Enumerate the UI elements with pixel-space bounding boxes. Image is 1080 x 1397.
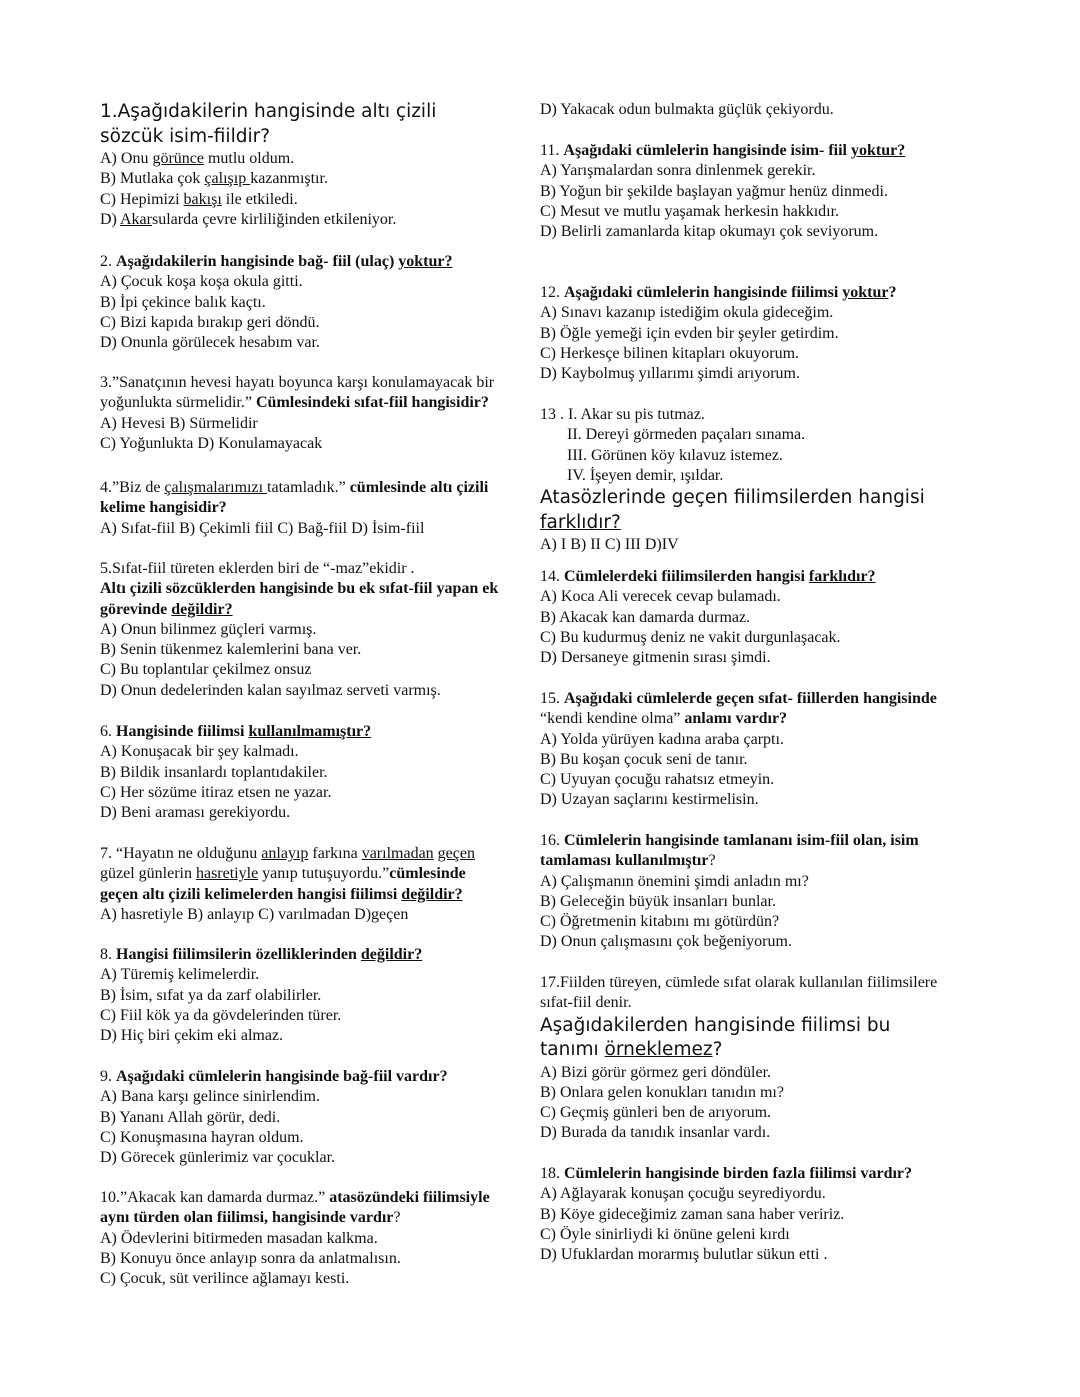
- question-line: [100, 100, 436, 125]
- question-line: [100, 1188, 490, 1208]
- question-line: [540, 750, 937, 770]
- question-line: [100, 169, 436, 189]
- text-segment: 4.”Biz de: [100, 479, 165, 496]
- text-segment: Atasözlerinde geçen fiilimsilerden hangisi: [540, 487, 925, 509]
- text-segment: D) Dersaneye gitmenin sırası şimdi.: [540, 649, 771, 667]
- text-segment: A) Çocuk koşa koşa okula gitti.: [100, 273, 303, 291]
- question-line: [100, 1006, 422, 1026]
- text-segment: A) Sınavı kazanıp istediğim okula gideceğim.: [540, 304, 834, 322]
- text-segment: B) Senin tükenmez kalemlerini bana ver.: [100, 641, 362, 659]
- question-line: [540, 535, 925, 555]
- question-line: [100, 600, 498, 620]
- text-segment: cümlesinde altı çizili: [349, 479, 489, 496]
- text-segment: C) Geçmiş günleri ben de arıyorum.: [540, 1104, 772, 1122]
- text-segment: III. Görünen köy kılavuz istemez.: [567, 446, 783, 464]
- text-segment: B) Bildik insanlardı toplantıdakiler.: [100, 763, 328, 781]
- question-line: [100, 519, 488, 539]
- text-segment: tanımı: [540, 1039, 605, 1061]
- question-line: [100, 1208, 490, 1228]
- text-segment: ?: [393, 1209, 401, 1227]
- text-segment: 16.: [540, 832, 564, 849]
- question-line: [100, 763, 371, 783]
- text-segment: 2.: [100, 253, 116, 270]
- question-line: [540, 202, 905, 222]
- question-line: [100, 620, 498, 640]
- question-block: [100, 559, 498, 701]
- text-segment: C) Öğretmenin kitabını mı götürdün?: [540, 913, 780, 931]
- underlined-text: geçen: [437, 845, 475, 862]
- text-segment: C) Yoğunlukta D) Konulamayacak: [100, 434, 323, 452]
- question-block: [540, 141, 905, 242]
- text-segment: Cümlelerin hangisinde birden fazla fiilimsi vardır?: [564, 1165, 913, 1182]
- question-line: [100, 373, 494, 393]
- text-segment: B) Geleceğin büyük insanları bunlar.: [540, 892, 776, 910]
- question-block: [100, 945, 422, 1046]
- question-line: [540, 405, 925, 425]
- question-line: [540, 587, 876, 607]
- question-line: [540, 730, 937, 750]
- text-segment: mutlu oldum.: [203, 150, 295, 167]
- question-line: [540, 628, 876, 648]
- question-line: [540, 993, 937, 1013]
- text-segment: kelime hangisidir?: [100, 499, 227, 517]
- question-line: [100, 1087, 448, 1107]
- question-line: [540, 364, 897, 384]
- text-segment: Hangisi fiilimsilerin özelliklerinden: [116, 946, 361, 963]
- text-segment: Aşağıdaki cümlelerin hangisinde bağ-fiil vardır?: [116, 1068, 448, 1085]
- question-line: [100, 210, 436, 230]
- underlined-text: bakışı: [183, 190, 222, 208]
- text-segment: C) Bu toplantılar çekilmez onsuz: [100, 661, 312, 679]
- question-line: [540, 446, 925, 466]
- text-segment: A) Bana karşı gelince sinirlendim.: [100, 1088, 320, 1106]
- question-line: [540, 932, 919, 952]
- question-line: [540, 872, 919, 892]
- text-segment: anlamı vardır?: [684, 710, 788, 728]
- text-segment: B) Yananı Allah görür, dedi.: [100, 1108, 281, 1126]
- question-line: [100, 498, 488, 518]
- text-segment: ?: [708, 852, 716, 870]
- text-segment: II. Dereyi görmeden paçaları sınama.: [567, 426, 806, 444]
- question-line: [540, 689, 937, 709]
- text-segment: Aşağıdaki cümlelerin hangisinde fiilimsi: [564, 284, 843, 301]
- question-line: [540, 912, 919, 932]
- text-segment: 6.: [100, 723, 116, 740]
- text-segment: B) Mutlaka çok: [100, 170, 205, 188]
- text-segment: D) Onunla görülecek hesabım var.: [100, 334, 320, 352]
- text-segment: D) Yakacak odun bulmakta güçlük çekiyordu.: [540, 101, 834, 118]
- question-line: [100, 393, 494, 413]
- text-segment: güzel günlerin: [100, 865, 196, 883]
- question-line: [100, 293, 453, 313]
- text-segment: yanıp tutuşuyordu.”: [258, 865, 390, 883]
- text-segment: cümlesinde: [389, 865, 466, 883]
- text-segment: C) Çocuk, süt verilince ağlamayı kesti.: [100, 1270, 350, 1288]
- question-line: [540, 1083, 937, 1103]
- question-line: [540, 344, 897, 364]
- text-segment: A) Konuşacak bir şey kalmadı.: [100, 743, 299, 761]
- text-segment: farkına: [308, 845, 362, 862]
- text-segment: atasözündeki fiilimsiyle: [329, 1189, 490, 1206]
- question-line: [540, 511, 925, 536]
- text-segment: A) Yolda yürüyen kadına araba çarptı.: [540, 730, 784, 748]
- text-segment: 7. “Hayatın ne olduğunu: [100, 845, 262, 862]
- text-segment: D) Onun dedelerinden kalan sayılmaz serveti varmış.: [100, 681, 441, 699]
- text-segment: C) Fiil kök ya da gövdelerinden türer.: [100, 1006, 342, 1024]
- text-segment: 3.”Sanatçının hevesi hayatı boyunca karşı konulamayacak bir: [100, 374, 495, 391]
- text-segment: aynı türden olan fiilimsi, hangisinde vardır: [100, 1209, 394, 1227]
- question-block: [540, 283, 897, 384]
- question-line: [100, 1067, 448, 1087]
- question-line: [540, 324, 897, 344]
- question-line: [100, 333, 453, 353]
- underlined-text: Akar: [120, 210, 152, 228]
- text-segment: 15.: [540, 690, 564, 707]
- text-segment: D) Belirli zamanlarda kitap okumayı çok seviyorum.: [540, 223, 879, 241]
- question-line: [540, 425, 925, 445]
- text-segment: yoğunlukta sürmelidir.”: [100, 394, 256, 412]
- underlined-text: anlayıp: [261, 845, 309, 862]
- question-line: [540, 1225, 912, 1245]
- question-line: [100, 149, 436, 169]
- text-segment: 9.: [100, 1068, 116, 1085]
- question-line: [540, 1038, 937, 1063]
- text-segment: sularda çevre kirliliğinden etkileniyor.: [151, 210, 397, 228]
- question-line: [540, 283, 897, 303]
- question-line: [540, 161, 905, 181]
- question-line: [540, 892, 919, 912]
- text-segment: C) Uyuyan çocuğu rahatsız etmeyin.: [540, 771, 775, 789]
- text-segment: 5.Sıfat-fiil türeten eklerden biri de “-maz”ekidir .: [100, 560, 415, 577]
- text-segment: ?: [888, 284, 897, 301]
- question-line: [100, 434, 494, 454]
- text-segment: A) Bizi görür görmez geri döndüler.: [540, 1063, 772, 1081]
- text-segment: 18.: [540, 1165, 564, 1182]
- question-line: [540, 831, 919, 851]
- question-block: [100, 1188, 490, 1289]
- underlined-text: yoktur: [842, 284, 889, 301]
- question-line: [100, 1249, 490, 1269]
- text-segment: A) Ödevlerini bitirmeden masadan kalkma.: [100, 1229, 378, 1247]
- underlined-text: örneklemez: [604, 1039, 713, 1061]
- question-line: [100, 125, 436, 150]
- text-segment: B) İsim, sıfat ya da zarf olabilirler.: [100, 986, 322, 1004]
- question-line: [540, 100, 834, 120]
- question-block: [540, 689, 937, 811]
- text-segment: Aşağıdaki cümlelerde geçen sıfat- fiillerden hangisinde: [564, 690, 937, 707]
- text-segment: geçen altı çizili kelimelerden hangisi fiilimsi: [100, 885, 402, 903]
- question-line: [100, 272, 453, 292]
- question-line: [100, 1026, 422, 1046]
- question-line: [540, 851, 919, 871]
- question-line: [540, 1205, 912, 1225]
- underlined-text: varılmadan: [361, 845, 434, 862]
- text-segment: A) Yarışmalardan sonra dinlenmek gerekir.: [540, 162, 816, 180]
- text-segment: D) Beni araması gerekiyordu.: [100, 804, 291, 822]
- question-block: [100, 100, 436, 230]
- question-line: [100, 722, 371, 742]
- text-segment: D) Görecek günlerimiz var çocuklar.: [100, 1149, 336, 1167]
- question-line: [100, 681, 498, 701]
- underlined-text: çalışmalarımızı: [164, 479, 268, 496]
- question-block: [100, 373, 494, 454]
- question-block: [100, 252, 453, 353]
- text-segment: Cümlelerdeki fiilimsilerden hangisi: [564, 568, 809, 585]
- text-segment: D) Ufuklardan morarmış bulutlar sükun etti .: [540, 1246, 828, 1264]
- question-line: [100, 252, 453, 272]
- text-segment: Aşağıdakilerden hangisinde fiilimsi bu: [540, 1014, 891, 1036]
- underlined-text: hasretiyle: [195, 865, 259, 883]
- text-segment: 14.: [540, 568, 564, 585]
- text-segment: A) Sıfat-fiil B) Çekimli fiil C) Bağ-fiil D) İsim-fiil: [100, 519, 425, 537]
- question-line: [540, 182, 905, 202]
- text-segment: 13 . I. Akar su pis tutmaz.: [540, 406, 705, 423]
- question-block: [100, 1067, 448, 1168]
- text-segment: B) Onlara gelen konukları tanıdın mı?: [540, 1083, 784, 1101]
- question-line: [540, 1164, 912, 1184]
- question-block: [540, 405, 925, 555]
- question-line: [540, 1123, 937, 1143]
- question-line: [540, 1184, 912, 1204]
- text-segment: Altı çizili sözcüklerden hangisinde bu ek sıfat-fiil yapan ek: [100, 580, 499, 598]
- text-segment: B) İpi çekince balık kaçtı.: [100, 293, 266, 311]
- text-segment: C) Bu kudurmuş deniz ne vakit durgunlaşacak.: [540, 628, 841, 646]
- text-segment: B) Bu koşan çocuk seni de tanır.: [540, 750, 748, 768]
- text-segment: Hangisinde fiilimsi: [116, 723, 249, 740]
- underlined-text: görünce: [152, 150, 204, 167]
- underlined-text: yoktur?: [398, 253, 453, 270]
- underlined-text: değildir?: [401, 885, 463, 903]
- question-line: [540, 466, 925, 486]
- question-line: [100, 945, 422, 965]
- text-segment: C) Hepimizi: [100, 190, 184, 208]
- text-segment: C) Öyle sinirliydi ki önüne geleni kırdı: [540, 1225, 790, 1243]
- question-line: [540, 141, 905, 161]
- text-segment: 8.: [100, 946, 116, 963]
- text-segment: A) hasretiyle B) anlayıp C) varılmadan D)geçen: [100, 905, 409, 923]
- underlined-text: farklıdır?: [808, 568, 876, 585]
- text-segment: D) Uzayan saçlarını kestirmelisin.: [540, 791, 759, 809]
- text-segment: ?: [712, 1039, 723, 1061]
- question-line: [100, 905, 475, 925]
- question-line: [100, 844, 475, 864]
- text-segment: 11.: [540, 142, 564, 159]
- question-block: [540, 973, 937, 1144]
- text-segment: kazanmıştır.: [250, 170, 328, 188]
- question-block: [100, 844, 475, 925]
- text-segment: B) Yoğun bir şekilde başlayan yağmur henüz dinmedi.: [540, 182, 888, 200]
- question-line: [100, 885, 475, 905]
- text-segment: görevinde: [100, 600, 172, 618]
- question-block: [540, 831, 919, 953]
- text-segment: A) Ağlayarak konuşan çocuğu seyrediyordu.: [540, 1185, 826, 1203]
- text-segment: C) Her sözüme itiraz etsen ne yazar.: [100, 783, 332, 801]
- question-line: [540, 567, 876, 587]
- text-segment: ile etkiledi.: [221, 190, 298, 208]
- text-segment: A) Türemiş kelimelerdir.: [100, 966, 260, 984]
- text-segment: tamlaması kullanılmıştır: [540, 852, 709, 870]
- question-line: [540, 608, 876, 628]
- question-block: [100, 478, 488, 539]
- question-line: [540, 973, 937, 993]
- text-segment: A) Çalışmanın önemini şimdi anladın mı?: [540, 872, 809, 890]
- underlined-text: kullanılmamıştır?: [248, 723, 372, 740]
- underlined-text: yoktur?: [851, 142, 906, 159]
- question-line: [540, 1014, 937, 1039]
- question-line: [100, 742, 371, 762]
- question-line: [100, 803, 371, 823]
- question-line: [100, 313, 453, 333]
- question-block: [540, 1164, 912, 1265]
- question-line: [540, 770, 937, 790]
- question-line: [540, 1245, 912, 1265]
- question-line: [100, 640, 498, 660]
- question-block: [540, 567, 876, 668]
- text-segment: D) Burada da tanıdık insanlar vardı.: [540, 1124, 771, 1142]
- question-line: [100, 579, 498, 599]
- text-segment: 1.Aşağıdakilerin hangisinde altı çizili: [100, 101, 437, 122]
- text-segment: “kendi kendine olma”: [540, 710, 685, 728]
- question-line: [100, 559, 498, 579]
- question-block: [100, 722, 371, 823]
- text-segment: A) Onun bilinmez güçleri varmış.: [100, 620, 317, 638]
- text-segment: Aşağıdaki cümlelerin hangisinde isim- fiil: [563, 142, 851, 159]
- text-segment: C) Mesut ve mutlu yaşamak herkesin hakkıdır.: [540, 202, 840, 220]
- text-segment: 17.Fiilden türeyen, cümlede sıfat olarak kullanılan fiilimsilere: [540, 974, 938, 991]
- question-line: [100, 1229, 490, 1249]
- question-line: [100, 965, 422, 985]
- question-line: [100, 1108, 448, 1128]
- underlined-text: değildir?: [171, 600, 233, 618]
- text-segment: 10.”Akacak kan damarda durmaz.”: [100, 1189, 330, 1206]
- text-segment: A) Hevesi B) Sürmelidir: [100, 414, 258, 432]
- question-line: [100, 414, 494, 434]
- text-segment: C) Bizi kapıda bırakıp geri döndü.: [100, 313, 320, 331]
- text-segment: D) Onun çalışmasını çok beğeniyorum.: [540, 933, 792, 951]
- question-line: [100, 1148, 448, 1168]
- text-segment: D) Kaybolmuş yıllarımı şimdi arıyorum.: [540, 365, 800, 383]
- text-segment: Cümlesindeki sıfat-fiil hangisidir?: [255, 394, 489, 412]
- question-line: [540, 790, 937, 810]
- text-segment: Aşağıdakilerin hangisinde bağ- fiil (ulaç): [116, 253, 399, 270]
- question-line: [100, 660, 498, 680]
- question-line: [100, 190, 436, 210]
- text-segment: 12.: [540, 284, 564, 301]
- text-segment: sözcük isim-fiildir?: [100, 125, 271, 147]
- question-line: [540, 1103, 937, 1123]
- question-line: [100, 478, 488, 498]
- text-segment: C) Herkesçe bilinen kitapları okuyorum.: [540, 344, 800, 362]
- question-line: [540, 486, 925, 511]
- text-segment: B) Konuyu önce anlayıp sonra da anlatmalısın.: [100, 1249, 401, 1267]
- text-segment: sıfat-fiil denir.: [540, 994, 632, 1012]
- text-segment: IV. İşeyen demir, ışıldar.: [567, 466, 724, 484]
- question-line: [100, 864, 475, 884]
- question-line: [100, 1269, 490, 1289]
- text-segment: B) Öğle yemeği için evden bir şeyler getirdim.: [540, 324, 839, 342]
- question-line: [100, 783, 371, 803]
- text-segment: A) Onu: [100, 150, 153, 167]
- underlined-text: çalışıp: [204, 170, 251, 188]
- text-segment: A) Koca Ali verecek cevap bulamadı.: [540, 588, 781, 606]
- text-segment: B) Köye gideceğimiz zaman sana haber veririz.: [540, 1205, 845, 1223]
- text-segment: D) Hiç biri çekim eki almaz.: [100, 1027, 284, 1045]
- question-line: [540, 303, 897, 323]
- text-segment: tatamladık.”: [267, 479, 350, 496]
- question-line: [540, 709, 937, 729]
- question-line: [540, 648, 876, 668]
- text-segment: D): [100, 210, 120, 228]
- question-block: [540, 100, 834, 120]
- text-segment: B) Akacak kan damarda durmaz.: [540, 608, 751, 626]
- question-line: [540, 1063, 937, 1083]
- underlined-text: farklıdır?: [540, 511, 621, 533]
- question-line: [100, 986, 422, 1006]
- text-segment: C) Konuşmasına hayran oldum.: [100, 1128, 304, 1146]
- text-segment: Cümlelerin hangisinde tamlananı isim-fiil olan, isim: [564, 832, 919, 849]
- question-line: [540, 222, 905, 242]
- underlined-text: değildir?: [360, 946, 423, 963]
- text-segment: A) I B) II C) III D)IV: [540, 536, 679, 554]
- question-line: [100, 1128, 448, 1148]
